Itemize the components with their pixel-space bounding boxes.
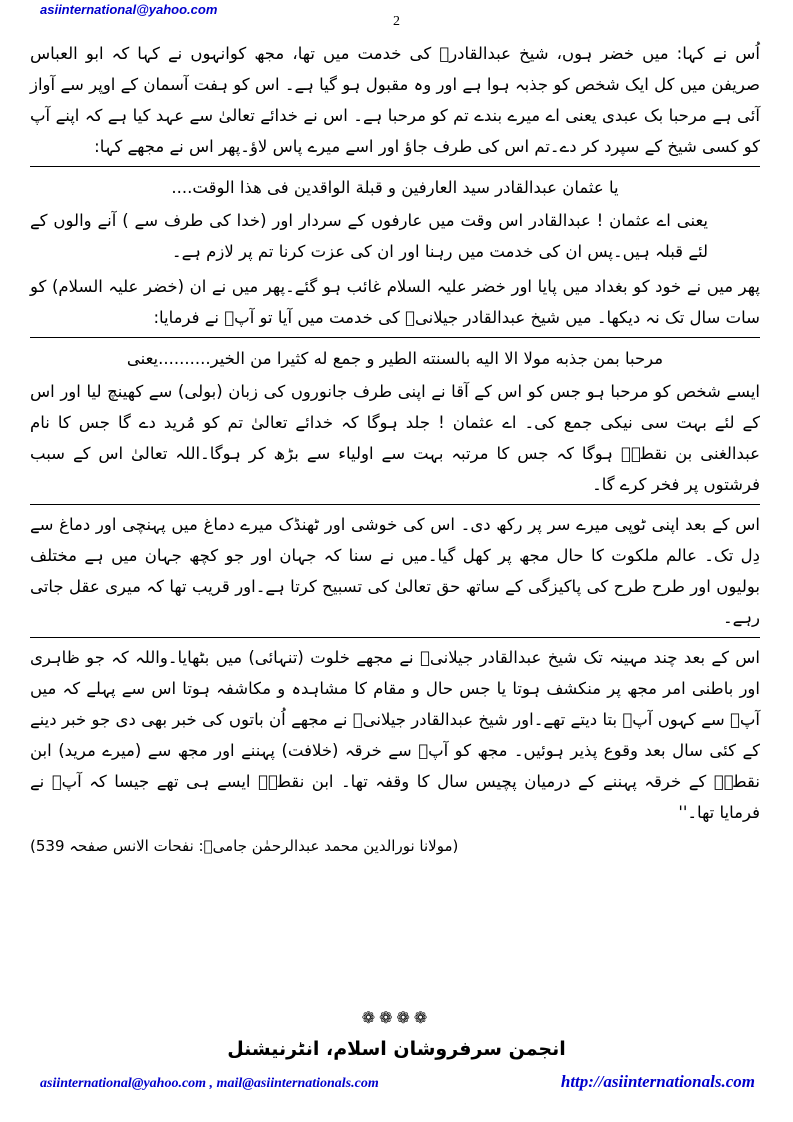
paragraph-translation-2: ایسے شخص کو مرحبا ہو جس کو اس کے آقا نے اپنی طرف جانوروں کی زبان (بولی) سے کھینچ لیا اور اس کے لئے بہت سی نیکی جمع کی۔ اے عثمان ! جلد ہوگا کہ خدائے تعالیٰ تم کو مُرید دے گا جس کا نام عبدالغنی بن نقطہؒ ہوگا کہ جس کا مرتبہ بہت سے اولیاء سے بڑھ کر ہوگا۔اللہ تعالیٰ اس کے سبب فرشتوں پر فخر کرے گا۔	[30, 382, 760, 494]
paragraph-khizr-speech: اُس نے کہا: میں خضر ہوں، شیخ عبدالقادرؓ کی خدمت میں تھا، مجھ کوانہوں نے کہا کہ ابو العباس صریفن میں کل ایک شخص کو جذبہ ہوا ہے اور وہ مقبول ہو گیا ہے۔ اس کو ہفت آسمان کے اوپر سے آواز آئی ہے مرحبا بک عبدی یعنی اے میرے بندے تم کو مرحبا ہے۔ اس نے خدائے تعالیٰ سے عہد کیا ہے کہ اپنے آپ کو کسی شیخ کے سپرد کر دے۔تم اس کی طرف جاؤ اور اسے میرے پاس لاؤ۔پھر اس نے مجھے کہا:	[30, 44, 760, 156]
reference-citation: (مولانا نورالدین محمد عبدالرحمٰن جامیؒ: نفحات الانس صفحہ 539)	[30, 837, 459, 855]
footer-emails[interactable]: asiinternational@yahoo.com , mail@asiinternationals.com	[40, 1076, 379, 1091]
arabic-quote-1: یا عثمان عبدالقادر سید العارفین و قبلة الواقدین فی هذا الوقت....	[171, 178, 619, 197]
page-body	[30, 38, 760, 860]
ornament-divider: ❁❁❁❁	[361, 1008, 432, 1027]
organization-name: انجمن سرفروشان اسلام، انٹرنیشنل	[227, 1038, 566, 1060]
paragraph-baghdad: پھر میں نے خود کو بغداد میں پایا اور خضر علیہ السلام غائب ہو گئے۔پھر میں نے ان (خضر علیہ السلام) کو سات سال تک نہ دیکھا۔ میں شیخ عبدالقادر جیلانیؓ کی خدمت میں آیا تو آپؒ نے فرمایا:	[30, 277, 760, 327]
divider	[30, 337, 760, 338]
reference-row	[30, 832, 760, 860]
page-number: 2	[393, 14, 400, 29]
paragraph-translation-1: یعنی اے عثمان ! عبدالقادر اس وقت میں عارفوں کے سردار اور (خدا کی طرف سے ) آنے والوں کے لئے قبلہ ہیں۔پس ان کی خدمت میں رہنا اور ان کی عزت کرنا تم پر لازم ہے۔	[30, 211, 708, 261]
divider	[30, 166, 760, 167]
header-email: asiinternational@yahoo.com	[40, 2, 218, 17]
arabic-quote-2: مرحبا بمن جذبه مولا الا الیه بالسنته الطیر و جمع له کثیرا من الخیر..........یعنی	[126, 349, 664, 368]
footer-website-link[interactable]: http://asiinternationals.com	[560, 1072, 755, 1091]
divider	[30, 637, 760, 638]
paragraph-seclusion: اس کے بعد چند مہینہ تک شیخ عبدالقادر جیلانیؒ نے مجھے خلوت (تنہائی) میں بٹھایا۔واللہ کہ جو ظاہری اور باطنی امر مجھ پر منکشف ہوتا یا جس حال و مقام کا مشاہدہ و مکاشفہ ہوتا اس سے پہلے کہ میں آپؒ سے کہوں آپؒ بتا دیتے تھے۔اور شیخ عبدالقادر جیلانیؒ نے مجھے اُن باتوں کی خبر بھی دی جو خبر دینے کے کئی سال بعد وقوع پذیر ہوئیں۔ مجھ کو آپؒ سے خرقہ (خلافت) پہننے اور مجھ سے (میرے مرید) ابن نقطہؒ کے خرقہ پہننے کے درمیان پچیس سال کا وقفہ تھا۔ ابن نقطہؒ ایسے ہی تھے جیسا کہ آپؒ نے فرمایا تھا۔''	[30, 648, 760, 822]
paragraph-cap: اس کے بعد اپنی ٹوپی میرے سر پر رکھ دی۔ اس کی خوشی اور ٹھنڈک میرے دماغ میں پہنچی اور دماغ سے دِل تک۔ عالم ملکوت کا حال مجھ پر کھل گیا۔میں نے سنا کہ جہان اور جو کچھ جہان میں ہے مختلف بولیوں اور طرح طرح کی پاکیزگی کے ساتھ حق تعالیٰ کی تسبیح کرتا ہے۔اور قریب تھا کہ میری عقل جاتی رہے۔	[30, 515, 760, 627]
divider	[30, 504, 760, 505]
